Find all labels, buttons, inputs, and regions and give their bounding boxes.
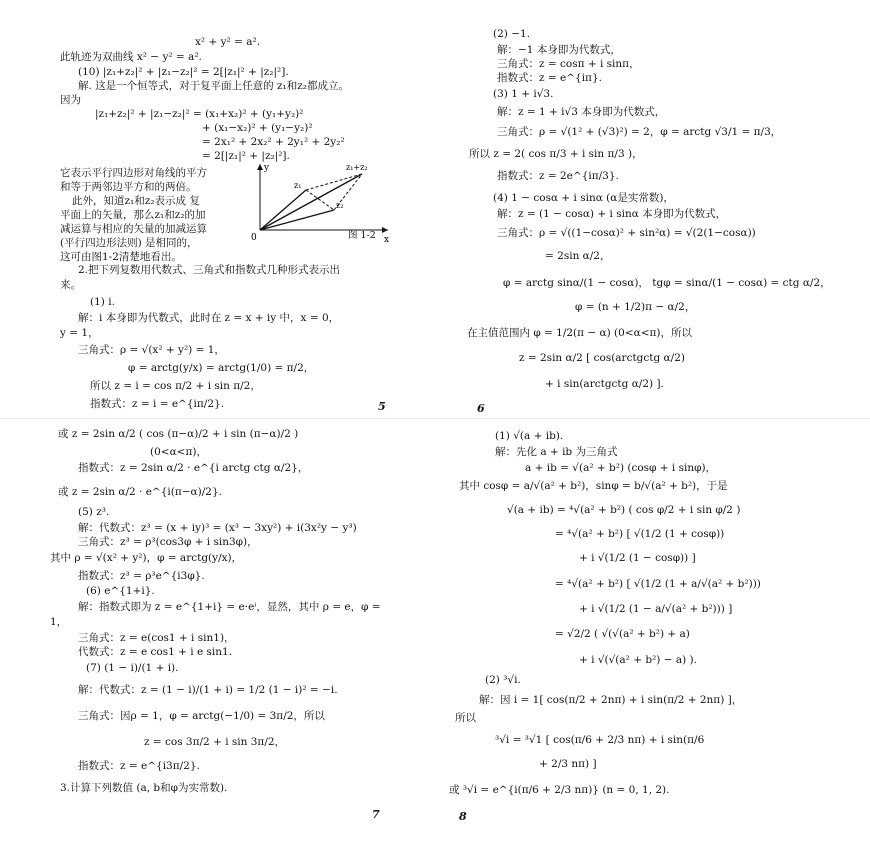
text-line: 解. 这是一个恒等式，对于复平面上任意的 z₁和z₂都成立。 [78,80,349,92]
text-line: 解：代数式：z³ = (x + iy)³ = (x³ − 3xy²) + i(3x²y − y³) [78,522,357,534]
text-line: 或 ³√i = e^{i(π/6 + 2/3 nπ)} (n = 0, 1, 2). [449,784,670,796]
text-line: 指数式：z = e^{iπ}. [497,72,602,84]
text-line: (平行四边形法则) 是相同的， [60,237,198,249]
text-line: (1) i. [90,296,115,308]
text-line: 这可由图1-2清楚地看出。 [60,251,182,263]
text-line: (2) −1. [493,28,531,40]
text-line: 此轨迹为双曲线 x² − y² = a². [60,51,202,63]
fig-label-z2: z₂ [336,201,344,210]
text-line: φ = arctg sinα/(1 − cosα)， tgφ = sinα/(1 − cosα) = ctg α/2， [503,277,831,289]
text-line: 三角式：因ρ = 1，φ = arctg(−1/0) = 3π/2，所以 [78,710,325,722]
text-line: 指数式：z = i = e^{iπ/2}. [90,398,225,410]
page-6 [435,0,870,418]
text-line: |z₁+z₂|² + |z₁−z₂|² = (x₁+x₂)² + (y₁+y₂)² [95,108,304,120]
text-line: = 2[|z₁|² + |z₂|²]. [202,150,290,162]
text-line: 三角式：z = e(cos1 + i sin1)， [78,632,235,644]
text-line: 解：z = 1 + i√3 本身即为代数式， [497,106,666,118]
text-line: (4) 1 − cosα + i sinα (α是实常数)， [493,192,674,204]
text-line: 指数式：z = 2sin α/2 · e^{i arctg ctg α/2}， [78,462,309,474]
text-line: φ = (n + 1/2)π − α/2， [575,301,696,313]
text-line: + i √(1/2 (1 − cosφ)) ] [579,552,696,564]
page-number: 6 [477,402,485,415]
page-number: 8 [459,810,467,823]
text-line: 2.把下列复数用代数式、三角式和指数式几种形式表示出 [78,264,341,276]
text-line: 所以 [455,712,476,724]
text-line: 三角式：z = cosπ + i sinπ， [497,58,640,70]
text-line: 指数式：z³ = ρ³e^{i3φ}. [78,570,205,582]
text-line: 它表示平行四边形对角线的平方 [60,167,207,179]
text-line: 其中 ρ = √(x² + y²)，φ = arctg(y/x)， [50,552,243,564]
text-line: + i sin(arctgctg α/2) ]. [545,378,664,390]
text-line: (10) |z₁+z₂|² + |z₁−z₂|² = 2[|z₁|² + |z₂|²]. [78,66,289,78]
text-line: 指数式：z = 2e^{iπ/3}. [497,170,619,182]
text-line: 平面上的矢量，那么z₁和z₂的加 [60,209,206,221]
text-line: 和等于两邻边平方和的两倍。 [60,181,197,193]
text-line: (7) (1 − i)/(1 + i). [86,662,179,674]
text-line: = √2/2 ( √(√(a² + b²) + a) [555,628,690,640]
text-line: 三角式：ρ = √(x² + y²) = 1， [78,344,225,356]
page-number: 7 [372,808,380,821]
fig-label-sum: z₁+z₂ [346,163,368,172]
text-line: 减运算与相应的矢量的加减运算 [60,223,207,235]
text-line: 指数式：z = e^{i3π/2}. [78,760,200,772]
text-line: (2) ³√i. [485,674,521,686]
text-line: 三角式：z³ = ρ³(cos3φ + i sin3φ)， [78,536,258,548]
text-line: (1) √(a + ib). [495,430,564,442]
text-line: 解：i 本身即为代数式，此时在 z = x + iy 中，x = 0， [78,312,340,324]
text-line: z = cos 3π/2 + i sin 3π/2， [144,736,286,748]
text-line: 解：−1 本身即为代数式， [497,44,621,56]
text-line: 1， [50,616,68,628]
page-8 [435,418,870,842]
text-line: √(a + ib) = ⁴√(a² + b²) ( cos φ/2 + i sin φ/2 ) [507,504,741,516]
text-line: 此外，知道z₁和z₂表示成 复 [72,195,200,207]
text-line: 或 z = 2sin α/2 · e^{i(π−α)/2}. [58,486,222,498]
text-line: = ⁴√(a² + b²) [ √(1/2 (1 + a/√(a² + b²))) [555,578,761,590]
text-line: 代数式：z = e cos1 + i e sin1. [78,646,233,658]
text-line: y = 1， [60,327,99,339]
text-line: a + ib = √(a² + b²) (cosφ + i sinφ)， [525,462,717,474]
figure-caption: 图 1-2 [348,230,376,241]
text-line: = 2x₁² + 2x₂² + 2y₁² + 2y₂² [202,136,345,148]
text-line: (0<α<π)， [150,446,207,458]
text-line: + i √(1/2 (1 − a/√(a² + b²))) ] [579,603,733,615]
text-line: 3.计算下列数值 (a, b和φ为实常数). [60,782,228,794]
text-line: φ = arctg(y/x) = arctg(1/0) = π/2， [128,362,315,374]
text-line: (6) e^{1+i}. [86,585,155,597]
text-line: (5) z³. [78,506,110,518]
text-line: 三角式：ρ = √(1² + (√3)²) = 2，φ = arctg √3/1 = π/3， [497,126,782,138]
text-line: = ⁴√(a² + b²) [ √(1/2 (1 + cosφ)) [555,528,725,540]
text-line: + (x₁−x₂)² + (y₁−y₂)² [202,122,313,134]
page-number: 5 [378,400,386,413]
text-line: x² + y² = a². [195,36,261,48]
page-5 [0,0,435,418]
page-7 [0,418,435,842]
text-line: 其中 cosφ = a/√(a² + b²)，sinφ = b/√(a² + b²)，于是 [459,480,728,492]
fig-label-origin: 0 [251,233,257,243]
text-line: 来。 [60,279,81,291]
text-line: 在主值范围内 φ = 1/2(π − α) (0<α<π)，所以 [467,327,693,339]
text-line: + 2/3 nπ) ] [539,758,597,770]
text-line: 所以 z = 2( cos π/3 + i sin π/3 )， [469,148,643,160]
fig-label-x: x [384,235,390,245]
text-line: 或 z = 2sin α/2 ( cos (π−α)/2 + i sin (π−α)/2 ) [58,428,299,440]
text-line: 因为 [60,94,81,106]
text-line: z = 2sin α/2 [ cos(arctgctg α/2) [519,352,685,364]
text-line: = 2sin α/2， [545,250,611,262]
text-line: 所以 z = i = cos π/2 + i sin π/2， [90,380,261,392]
text-line: (3) 1 + i√3. [493,88,554,100]
text-line: 解：指数式即为 z = e^{1+i} = e·eⁱ，显然，其中 ρ = e，φ = [78,601,381,613]
text-line: 解：代数式：z = (1 − i)/(1 + i) = 1/2 (1 − i)² = −i. [78,684,338,696]
text-line: 解：先化 a + ib 为三角式 [495,446,618,458]
text-line: 解：因 i = 1[ cos(π/2 + 2nπ) + i sin(π/2 + 2nπ) ]， [479,694,743,706]
fig-label-z1: z₁ [294,181,302,190]
fig-label-y: y [264,163,270,173]
text-line: ³√i = ³√1 [ cos(π/6 + 2/3 nπ) + i sin(π/6 [495,734,705,746]
text-line: 解：z = (1 − cosα) + i sinα 本身即为代数式， [497,208,727,220]
text-line: + i √(√(a² + b²) − a) ). [579,654,697,666]
text-line: 三角式：ρ = √((1−cosα)² + sin²α) = √(2(1−cosα)) [497,227,756,239]
